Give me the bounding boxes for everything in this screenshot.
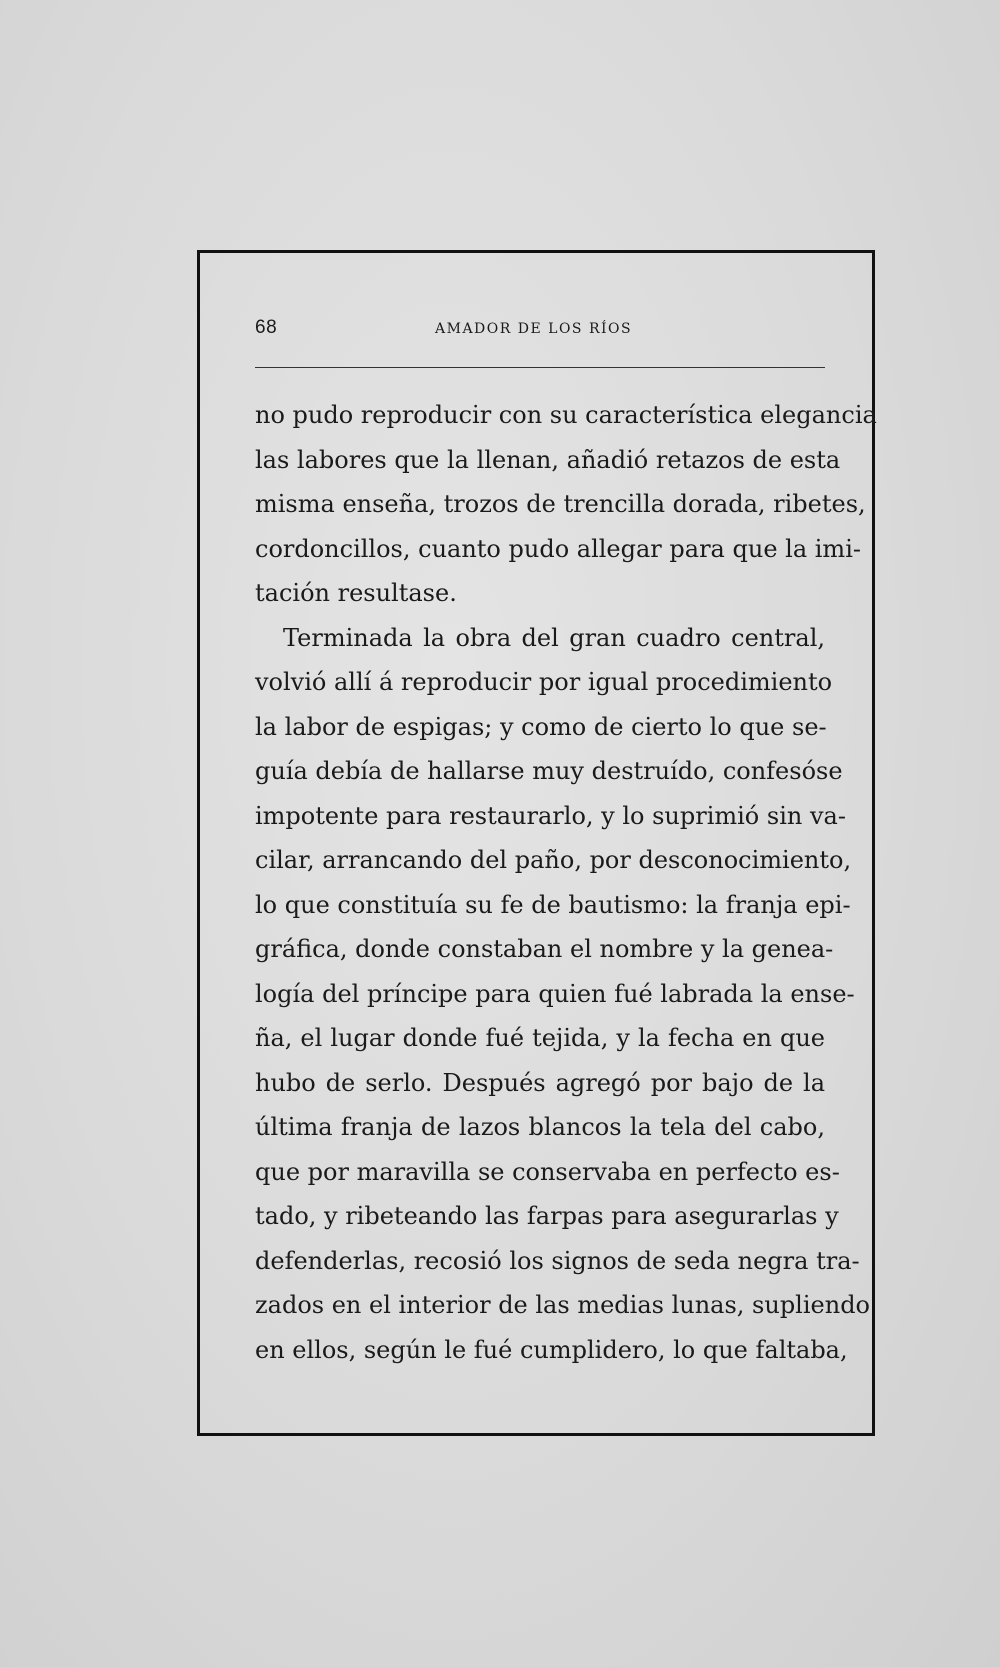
text-line: no pudo reproducir con su característica elegancia — [255, 401, 877, 429]
text-line: las labores que la llenan, añadió retazos de esta — [255, 445, 841, 474]
header-rule — [255, 367, 825, 368]
page-number: 68 — [255, 317, 278, 338]
page-frame — [197, 250, 875, 1436]
text-line: última franja de lazos blancos la tela del cabo, — [255, 1113, 825, 1141]
text-line: que por maravilla se conservaba en perfecto es- — [255, 1157, 840, 1186]
text-line: hubo de serlo. Después agregó por bajo de la — [255, 1068, 825, 1097]
running-title: AMADOR DE LOS RÍOS — [435, 321, 633, 337]
text-line: ña, el lugar donde fué tejida, y la fecha en que — [255, 1024, 825, 1052]
text-line: tación resultase. — [255, 579, 457, 607]
text-line: tado, y ribeteando las farpas para asegurarlas y — [255, 1202, 839, 1230]
text-line: zados en el interior de las medias lunas, supliendo — [255, 1291, 870, 1319]
text-line: volvió allí á reproducir por igual procedimiento — [255, 668, 833, 696]
text-line: cilar, arrancando del paño, por desconocimiento, — [255, 846, 852, 874]
text-line: impotente para restaurarlo, y lo suprimió sin va- — [255, 801, 846, 830]
text-line: misma enseña, trozos de trencilla dorada, ribetes, — [255, 490, 866, 518]
text-line: Terminada la obra del gran cuadro central, — [283, 623, 825, 652]
text-line: defenderlas, recosió los signos de seda negra tra- — [255, 1246, 860, 1275]
text-line: lo que constituía su fe de bautismo: la franja epi- — [255, 890, 851, 919]
text-line: cordoncillos, cuanto pudo allegar para que la imi- — [255, 534, 861, 563]
text-line: guía debía de hallarse muy destruído, confesóse — [255, 757, 843, 785]
running-head — [255, 317, 825, 347]
text-line: logía del príncipe para quien fué labrada la ense- — [255, 979, 855, 1008]
text-line: la labor de espigas; y como de cierto lo que se- — [255, 712, 827, 741]
text-line: en ellos, según le fué cumplidero, lo que faltaba, — [255, 1335, 848, 1364]
body-text — [255, 393, 877, 1372]
text-line: gráfica, donde constaban el nombre y la genea- — [255, 935, 834, 963]
